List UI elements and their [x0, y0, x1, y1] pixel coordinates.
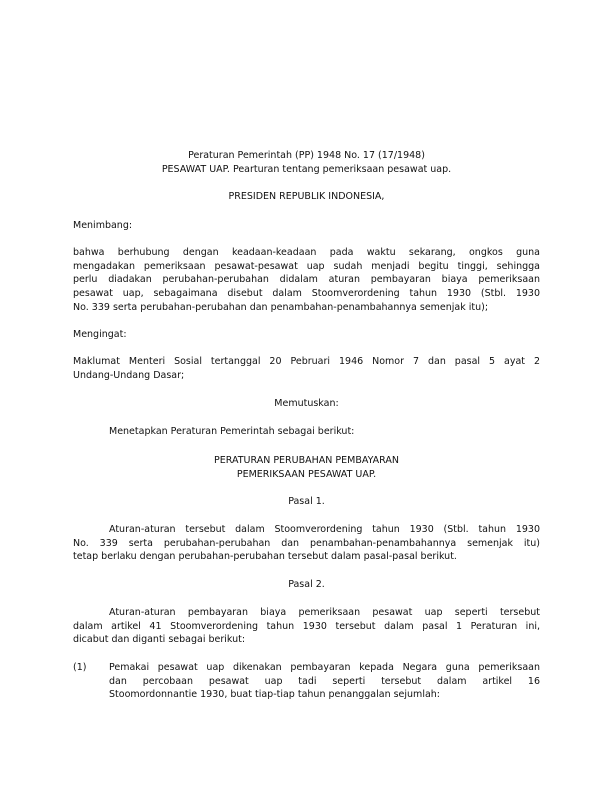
- text-line: dan percobaan pesawat uap tadi seperti tersebut dalam artikel 16: [109, 675, 540, 687]
- pasal-1-heading: Pasal 1.: [288, 496, 325, 507]
- text-line: pesawat uap, sebagaimana disebut dalam Stoomverordening tahun 1930 (Stbl. 1930: [73, 288, 540, 300]
- text-line: Pemakai pesawat uap dikenakan pembayaran kepada Negara guna pemeriksaan: [109, 662, 540, 673]
- title-line-1: Peraturan Pemerintah (PP) 1948 No. 17 (17/1948): [188, 150, 425, 161]
- menetapkan-text: Menetapkan Peraturan Pemerintah sebagai berikut:: [109, 426, 355, 437]
- mengingat-paragraph: [73, 355, 540, 382]
- text-line: No. 339 serta perubahan-perubahan dan penambahan-penambahannya semenjak itu): [73, 537, 540, 549]
- text-line: Stoomordonnantie 1930, buat tiap-tiap tahun penanggalan sejumlah:: [109, 689, 440, 701]
- pasal-1-paragraph: [73, 523, 540, 564]
- text-line: No. 339 serta perubahan-perubahan dan penambahan-penambahannya semenjak itu);: [73, 301, 489, 313]
- memutuskan-heading: Memutuskan:: [274, 398, 339, 409]
- title-line-2: PESAWAT UAP. Pearturan tentang pemeriksaan pesawat uap.: [161, 163, 452, 175]
- text-line: tetap berlaku dengan perubahan-perubahan tersebut dalam pasal-pasal berikut.: [73, 551, 457, 563]
- document-title: [73, 149, 540, 176]
- president-heading: PRESIDEN REPUBLIK INDONESIA,: [228, 191, 385, 202]
- text-line: perlu diadakan perubahan-perubahan didalam aturan pembayaran biaya pemeriksaan: [73, 274, 540, 286]
- menimbang-label: Menimbang:: [73, 220, 133, 231]
- text-line: Undang-Undang Dasar;: [73, 369, 185, 381]
- regulation-title-line: PERATURAN PERUBAHAN PEMBAYARAN: [214, 455, 399, 466]
- text-line: Aturan-aturan tersebut dalam Stoomverordening tahun 1930 (Stbl. tahun 1930: [109, 524, 540, 535]
- text-line: mengadakan pemeriksaan pesawat-pesawat uap sudah menjadi begitu tinggi, sehingga: [73, 260, 540, 272]
- text-line: dalam artikel 41 Stoomverordening tahun 1930 tersebut dalam pasal 1 Peraturan ini,: [73, 620, 540, 632]
- text-line: bahwa berhubung dengan keadaan-keadaan pada waktu sekarang, ongkos guna: [73, 247, 540, 258]
- pasal-2-paragraph: [73, 606, 540, 647]
- regulation-title-line: PEMERIKSAAN PESAWAT UAP.: [236, 468, 377, 480]
- text-line: Maklumat Menteri Sosial tertanggal 20 Pebruari 1946 Nomor 7 dan pasal 5 ayat 2: [73, 356, 540, 367]
- text-line: dicabut dan diganti sebagai berikut:: [73, 634, 246, 646]
- regulation-title: [73, 454, 540, 481]
- mengingat-label: Mengingat:: [73, 329, 127, 340]
- item-number: (1): [73, 662, 87, 673]
- pasal-2-heading: Pasal 2.: [288, 579, 325, 590]
- text-line: Aturan-aturan pembayaran biaya pemeriksaan pesawat uap seperti tersebut: [109, 607, 540, 618]
- menimbang-paragraph: [73, 246, 540, 315]
- pasal-2-item-1: [73, 661, 540, 702]
